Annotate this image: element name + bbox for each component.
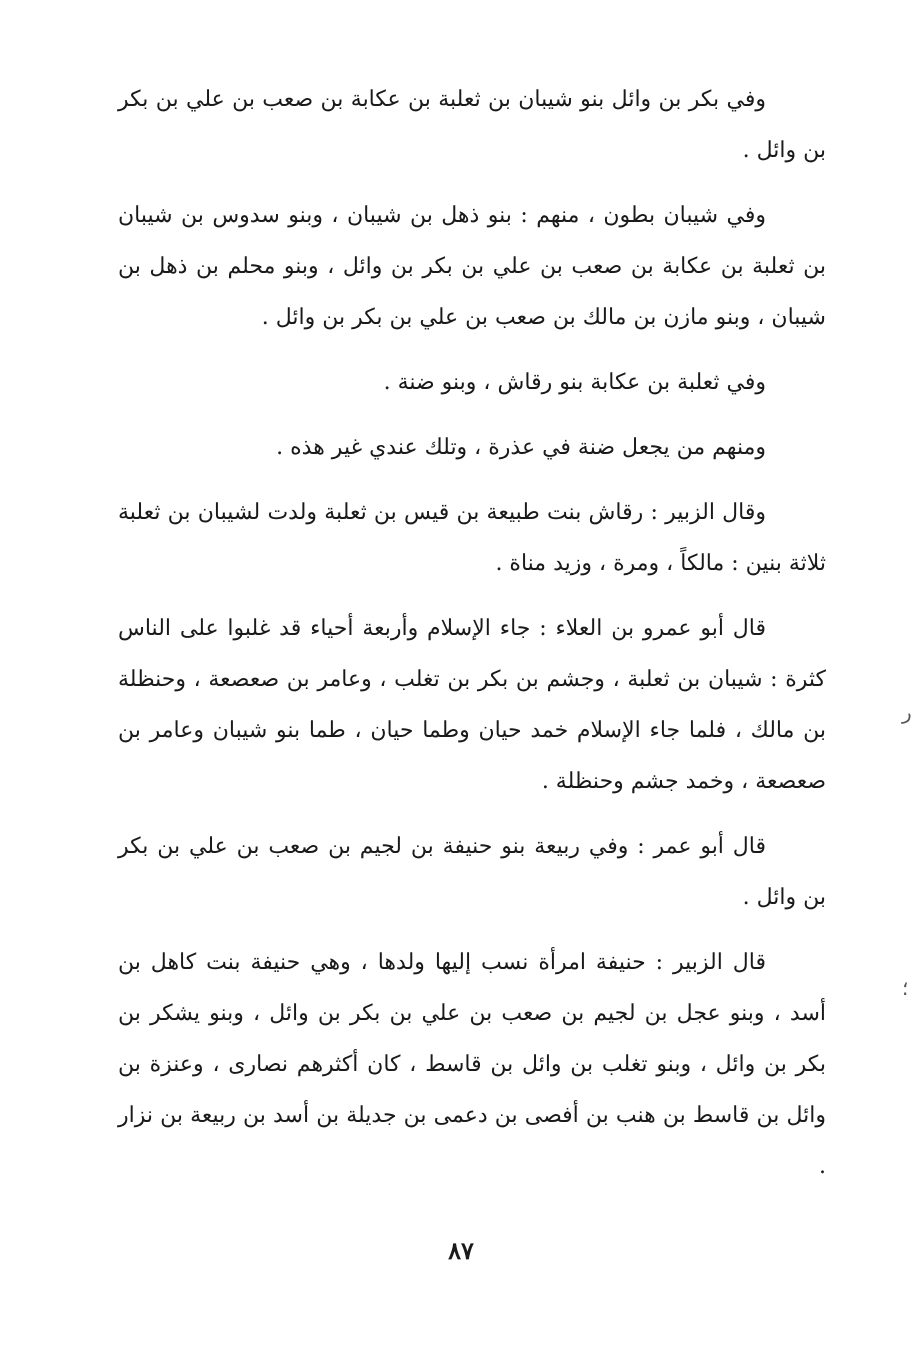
page-text [118,74,826,1206]
paragraph: وفي شيبان بطون ، منهم : بنو ذهل بن شيبان ، وبنو سدوس بن شيبان بن ثعلبة بن عكابة بن صعب بن علي بن بكر بن وائل ، وبنو محلم بن ذهل بن شيبان ، وبنو مازن بن مالك بن صعب بن علي بن بكر بن وائل . [118,203,826,330]
page-number: ٨٧ [448,1236,474,1265]
paragraph: وفي بكر بن وائل بنو شيبان بن ثعلبة بن عكابة بن صعب بن علي بن بكر بن وائل . [118,87,826,163]
paragraph: وفي ثعلبة بن عكابة بنو رقاش ، وبنو ضنة . [383,370,766,395]
paragraph: ومنهم من يجعل ضنة في عذرة ، وتلك عندي غير هذه . [276,435,766,460]
margin-mark: ؛ [902,976,909,1000]
margin-mark: ر [902,700,912,724]
paragraph: قال الزبير : حنيفة امرأة نسب إليها ولدها ، وهي حنيفة بنت كاهل بن أسد ، وبنو عجل بن لجيم بن صعب بن علي بن بكر بن وائل ، وبنو يشكر بن بكر بن وائل ، وبنو تغلب بن وائل بن قاسط ، كان أكثرهم نصارى ، وعنزة بن وائل بن قاسط بن هنب بن أفصى بن دعمى بن جديلة بن أسد بن ربيعة بن نزار . [118,950,826,1179]
paragraph: قال أبو عمرو بن العلاء : جاء الإسلام وأربعة أحياء قد غلبوا على الناس كثرة : شيبان بن ثعلبة ، وجشم بن بكر بن تغلب ، وعامر بن صعصعة ، وحنظلة بن مالك ، فلما جاء الإسلام خمد حيان وطما حيان ، طما بنو شيبان وعامر بن صعصعة ، وخمد جشم وحنظلة . [118,616,826,794]
paragraph: وقال الزبير : رقاش بنت طبيعة بن قيس بن ثعلبة ولدت لشيبان بن ثعلبة ثلاثة بنين : مالكاً ، ومرة ، وزيد مناة . [118,500,826,576]
paragraph: قال أبو عمر : وفي ربيعة بنو حنيفة بن لجيم بن صعب بن علي بن بكر بن وائل . [118,834,826,910]
